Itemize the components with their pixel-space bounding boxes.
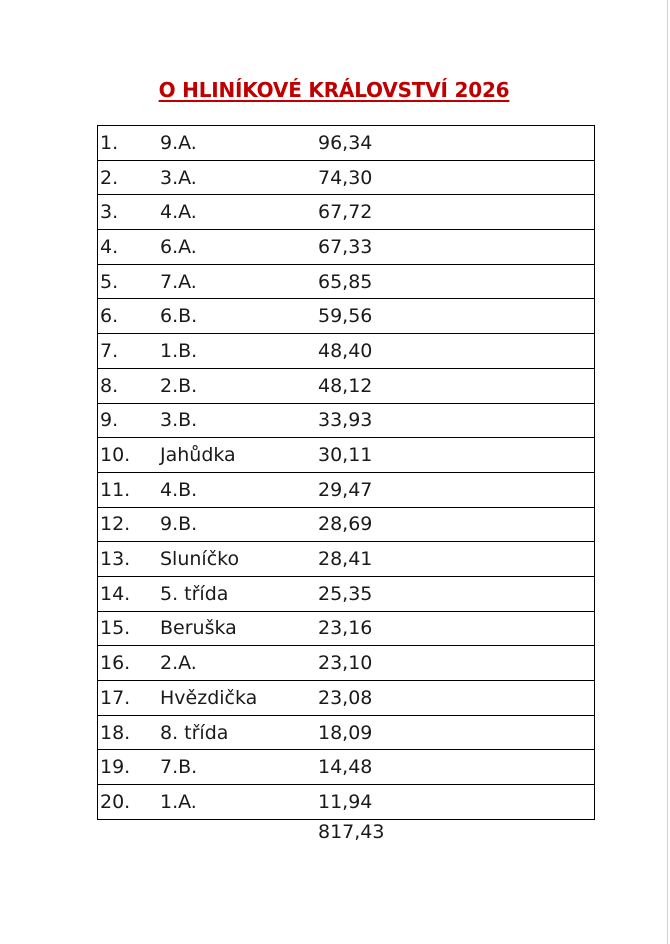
score-cell: 74,30: [318, 160, 595, 195]
score-cell: 30,11: [318, 438, 595, 473]
table-row: [98, 368, 595, 403]
class-name-cell: 6.B.: [160, 299, 318, 334]
table-row: [98, 334, 595, 369]
rank-cell: 15.: [98, 611, 161, 646]
rank-cell: 14.: [98, 576, 161, 611]
rank-cell: 9.: [98, 403, 161, 438]
score-cell: 65,85: [318, 264, 595, 299]
document-title: [0, 78, 668, 102]
score-cell: 11,94: [318, 785, 595, 820]
score-cell: 25,35: [318, 576, 595, 611]
results-table: [97, 125, 595, 820]
score-cell: 67,33: [318, 230, 595, 265]
class-name-cell: Sluníčko: [160, 542, 318, 577]
class-name-cell: 2.A.: [160, 646, 318, 681]
score-cell: 48,12: [318, 368, 595, 403]
table-row: [98, 611, 595, 646]
table-row: [98, 438, 595, 473]
rank-cell: 5.: [98, 264, 161, 299]
table-row: [98, 160, 595, 195]
class-name-cell: 8. třída: [160, 715, 318, 750]
rank-cell: 2.: [98, 160, 161, 195]
score-cell: 96,34: [318, 126, 595, 161]
class-name-cell: 7.A.: [160, 264, 318, 299]
rank-cell: 11.: [98, 472, 161, 507]
table-row: [98, 542, 595, 577]
class-name-cell: 9.B.: [160, 507, 318, 542]
class-name-cell: Jahůdka: [160, 438, 318, 473]
rank-cell: 3.: [98, 195, 161, 230]
class-name-cell: 9.A.: [160, 126, 318, 161]
rank-cell: 1.: [98, 126, 161, 161]
rank-cell: 7.: [98, 334, 161, 369]
score-cell: 33,93: [318, 403, 595, 438]
class-name-cell: Hvězdička: [160, 681, 318, 716]
class-name-cell: 3.B.: [160, 403, 318, 438]
class-name-cell: 3.A.: [160, 160, 318, 195]
class-name-cell: 2.B.: [160, 368, 318, 403]
class-name-cell: 1.A.: [160, 785, 318, 820]
class-name-cell: 4.B.: [160, 472, 318, 507]
table-row: [98, 750, 595, 785]
table-row: [98, 785, 595, 820]
rank-cell: 18.: [98, 715, 161, 750]
results-table-body: [98, 126, 595, 820]
score-cell: 28,69: [318, 507, 595, 542]
score-cell: 23,08: [318, 681, 595, 716]
score-cell: 14,48: [318, 750, 595, 785]
class-name-cell: 5. třída: [160, 576, 318, 611]
table-row: [98, 403, 595, 438]
rank-cell: 17.: [98, 681, 161, 716]
class-name-cell: 4.A.: [160, 195, 318, 230]
table-row: [98, 195, 595, 230]
score-cell: 29,47: [318, 472, 595, 507]
rank-cell: 10.: [98, 438, 161, 473]
table-row: [98, 230, 595, 265]
rank-cell: 8.: [98, 368, 161, 403]
table-row: [98, 576, 595, 611]
score-cell: 23,10: [318, 646, 595, 681]
table-row: [98, 264, 595, 299]
total-sum: 817,43: [318, 821, 385, 843]
class-name-cell: 7.B.: [160, 750, 318, 785]
table-row: [98, 126, 595, 161]
rank-cell: 19.: [98, 750, 161, 785]
page-edge: [667, 0, 668, 944]
rank-cell: 16.: [98, 646, 161, 681]
score-cell: 67,72: [318, 195, 595, 230]
rank-cell: 4.: [98, 230, 161, 265]
score-cell: 18,09: [318, 715, 595, 750]
document-title-text: O HLINÍKOVÉ KRÁLOVSTVÍ 2026: [158, 78, 510, 102]
table-row: [98, 507, 595, 542]
score-cell: 28,41: [318, 542, 595, 577]
rank-cell: 20.: [98, 785, 161, 820]
rank-cell: 12.: [98, 507, 161, 542]
table-row: [98, 646, 595, 681]
table-row: [98, 472, 595, 507]
class-name-cell: 1.B.: [160, 334, 318, 369]
class-name-cell: 6.A.: [160, 230, 318, 265]
score-cell: 48,40: [318, 334, 595, 369]
score-cell: 23,16: [318, 611, 595, 646]
rank-cell: 13.: [98, 542, 161, 577]
table-row: [98, 299, 595, 334]
table-row: [98, 681, 595, 716]
table-row: [98, 715, 595, 750]
score-cell: 59,56: [318, 299, 595, 334]
rank-cell: 6.: [98, 299, 161, 334]
class-name-cell: Beruška: [160, 611, 318, 646]
